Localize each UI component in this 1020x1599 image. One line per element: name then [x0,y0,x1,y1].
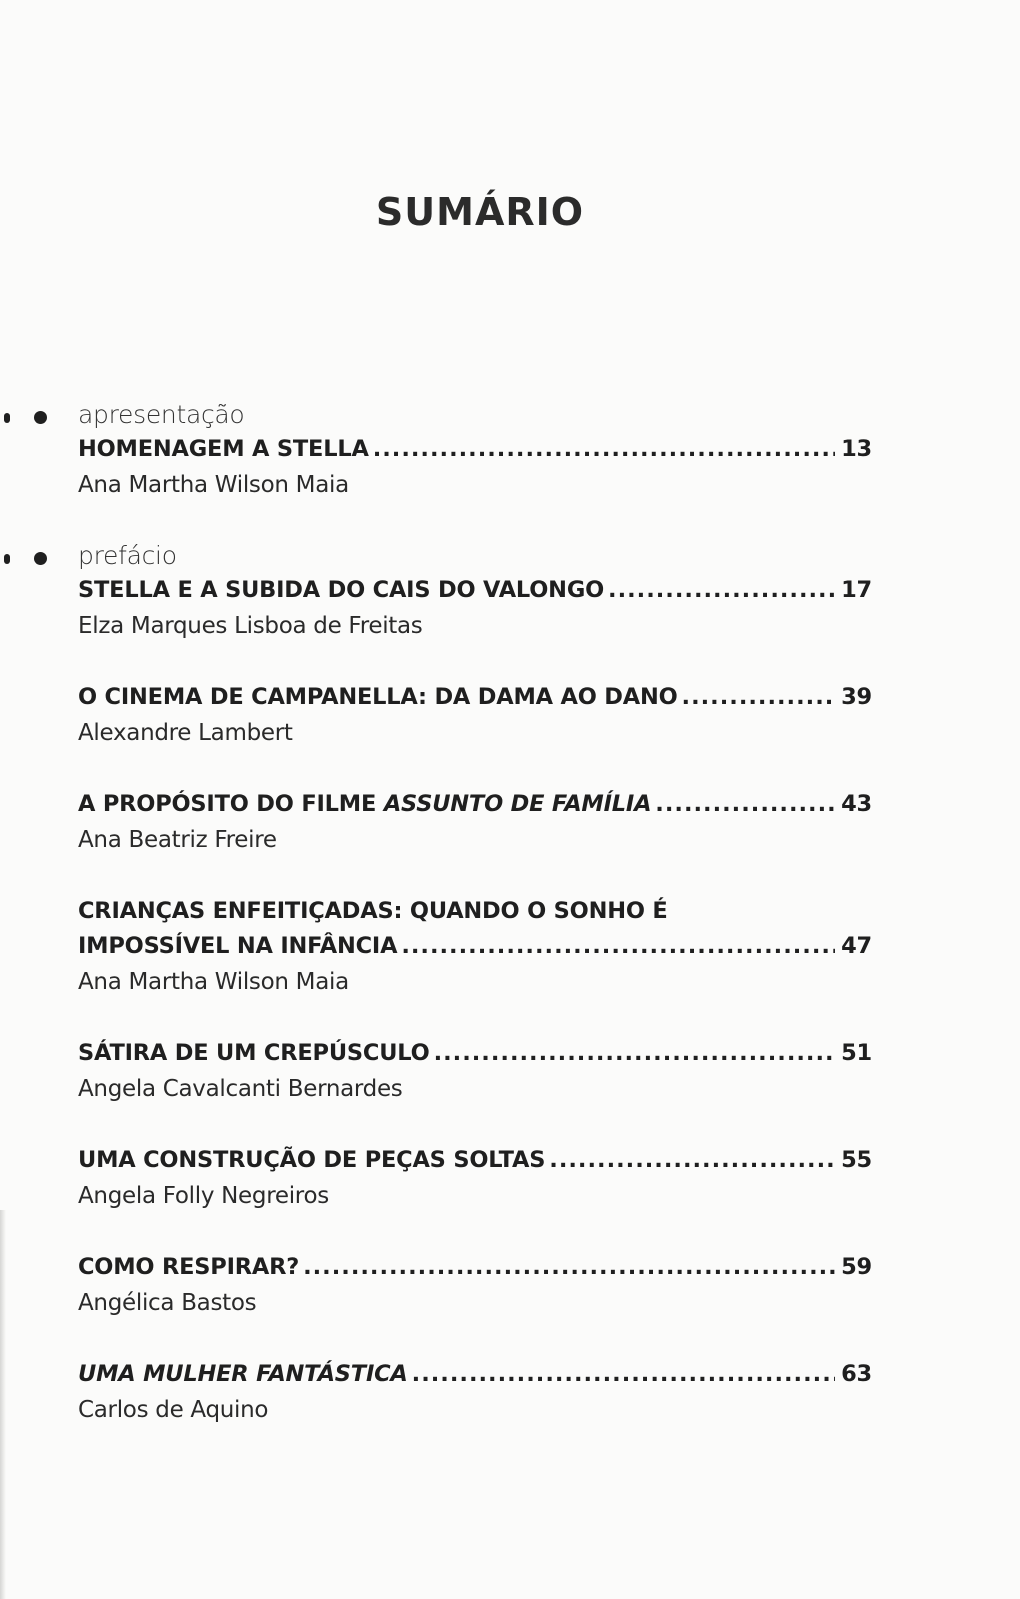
toc-title: SÁTIRA DE UM CREPÚSCULO [78,1040,430,1066]
table-of-contents [78,398,872,1464]
toc-title-line-2: IMPOSSÍVEL NA INFÂNCIA [78,933,398,959]
toc-author: Ana Martha Wilson Maia [78,472,349,498]
bullet-dot-icon [4,413,10,423]
section-kicker: apresentação [78,400,245,429]
toc-author: Carlos de Aquino [78,1397,269,1423]
toc-title-line[interactable] [78,1250,872,1285]
toc-entry[interactable] [78,1036,872,1107]
toc-author: Angela Folly Negreiros [78,1183,329,1209]
toc-title-line[interactable] [78,1143,872,1178]
toc-author: Ana Beatriz Freire [78,827,277,853]
toc-entry[interactable] [78,539,872,644]
page-number: 39 [841,684,872,710]
toc-title: UMA MULHER FANTÁSTICA [78,1361,408,1387]
toc-author: Ana Martha Wilson Maia [78,969,349,995]
page-number: 55 [841,1147,872,1173]
dot-leader [549,1143,835,1178]
toc-entry[interactable] [78,894,872,1000]
toc-title-line[interactable] [78,1036,872,1071]
page-number: 17 [841,577,872,603]
bullet-dot-icon [34,552,47,565]
toc-title: O CINEMA DE CAMPANELLA: DA DAMA AO DANO [78,684,678,710]
section-kicker: prefácio [78,541,177,570]
toc-title [78,787,651,822]
dot-leader [401,929,835,964]
toc-title: COMO RESPIRAR? [78,1254,300,1280]
dot-leader [412,1357,835,1392]
bullet-dot-icon [34,411,47,424]
toc-title: STELLA E A SUBIDA DO CAIS DO VALONGO [78,577,605,603]
toc-author: Alexandre Lambert [78,720,293,746]
toc-title-line[interactable] [78,573,872,608]
dot-leader [373,432,835,467]
toc-title-line[interactable] [78,1357,872,1392]
page-number: 47 [841,933,872,959]
page-number: 59 [841,1254,872,1280]
bullet-dot-icon [4,554,10,564]
toc-entry[interactable] [78,680,872,751]
toc-author: Angélica Bastos [78,1290,257,1316]
page-edge-shadow [0,1210,6,1599]
page-title [0,190,1020,234]
dot-leader [303,1250,835,1285]
toc-title-line[interactable] [78,929,872,964]
bullet-icon [0,410,60,426]
toc-title: UMA CONSTRUÇÃO DE PEÇAS SOLTAS [78,1147,546,1173]
dot-leader [682,680,836,715]
toc-title-line-1: CRIANÇAS ENFEITIÇADAS: QUANDO O SONHO É [78,898,668,924]
dot-leader [608,573,835,608]
toc-title: HOMENAGEM A STELLA [78,436,369,462]
dot-leader [655,787,835,822]
toc-entry[interactable] [78,398,872,503]
toc-title-line[interactable] [78,432,872,467]
toc-entry[interactable] [78,1143,872,1214]
toc-title-line[interactable] [78,680,872,715]
toc-title-line[interactable] [78,787,872,822]
page-title-text: SUMÁRIO [375,190,585,234]
page-number: 43 [841,791,872,817]
toc-entry[interactable] [78,1357,872,1428]
toc-author: Elza Marques Lisboa de Freitas [78,613,423,639]
toc-author: Angela Cavalcanti Bernardes [78,1076,403,1102]
page-number: 13 [841,436,872,462]
page-number: 63 [841,1361,872,1387]
toc-entry[interactable] [78,787,872,858]
toc-entry[interactable] [78,1250,872,1321]
toc-title-italic: ASSUNTO DE FAMÍLIA [383,791,652,817]
dot-leader [434,1036,836,1071]
page-number: 51 [841,1040,872,1066]
bullet-icon [0,551,60,567]
toc-title-plain: A PROPÓSITO DO FILME [78,791,384,817]
